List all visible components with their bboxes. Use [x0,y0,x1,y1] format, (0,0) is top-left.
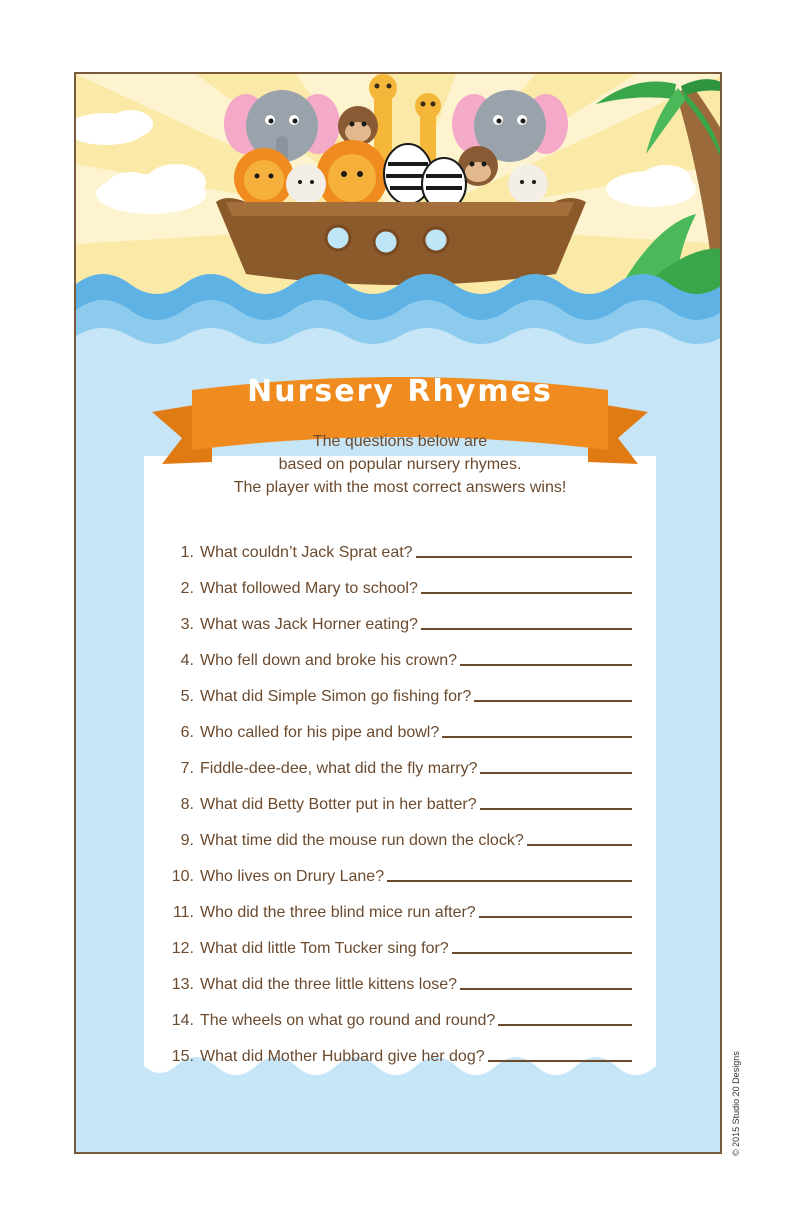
question-item [156,634,632,670]
answer-line[interactable] [480,772,632,774]
answer-line[interactable] [480,808,632,810]
answer-line[interactable] [474,700,632,702]
question-item [156,526,632,562]
question-number: 8. [180,796,194,813]
question-text: Who did the three blind mice run after? [200,904,476,921]
intro-text [144,430,656,499]
question-text: What did Simple Simon go fishing for? [200,688,472,705]
question-text: What was Jack Horner eating? [200,616,418,633]
question-text: What did Betty Botter put in her batter? [200,796,477,813]
noahs-ark-scene [76,74,722,414]
question-item [156,1030,632,1066]
question-text: What followed Mary to school? [200,580,418,597]
question-item [156,670,632,706]
question-item [156,886,632,922]
page-title: Nursery Rhymes [247,374,553,409]
question-number: 4. [180,652,194,669]
question-text: Who lives on Drury Lane? [200,868,385,885]
question-number: 12. [171,940,194,957]
question-text: What time did the mouse run down the clock? [200,832,524,849]
invitation-card [74,72,722,1154]
answer-line[interactable] [488,1060,632,1062]
question-item [156,850,632,886]
question-text: Who fell down and broke his crown? [200,652,458,669]
question-text: What did Mother Hubbard give her dog? [200,1048,485,1065]
question-number: 5. [180,688,194,705]
question-item [156,958,632,994]
question-item [156,994,632,1030]
question-text: The wheels on what go round and round? [200,1012,496,1029]
question-text: Who called for his pipe and bowl? [200,724,440,741]
answer-line[interactable] [498,1024,632,1026]
answer-line[interactable] [387,880,632,882]
question-text: What couldn’t Jack Sprat eat? [200,544,413,561]
question-item [156,598,632,634]
answer-line[interactable] [421,592,632,594]
question-number: 14. [171,1012,194,1029]
answer-line[interactable] [460,988,632,990]
question-number: 13. [171,976,194,993]
answer-line[interactable] [442,736,632,738]
question-text: Fiddle-dee-dee, what did the fly marry? [200,760,478,777]
question-item [156,742,632,778]
intro-line: The questions below are [312,433,488,450]
question-number: 2. [180,580,194,597]
answer-line[interactable] [416,556,632,558]
intro-line: The player with the most correct answers wins! [233,479,567,496]
answer-line[interactable] [527,844,632,846]
answer-line[interactable] [452,952,632,954]
answer-line[interactable] [460,664,632,666]
question-number: 11. [172,904,194,921]
question-item [156,778,632,814]
question-text: What did the three little kittens lose? [200,976,458,993]
question-item [156,562,632,598]
question-text: What did little Tom Tucker sing for? [200,940,449,957]
question-item [156,814,632,850]
copyright-notice: © 2015 Studio 20 Designs [731,1051,741,1156]
question-number: 3. [180,616,194,633]
answer-line[interactable] [421,628,632,630]
question-item [156,706,632,742]
question-item [156,922,632,958]
question-number: 1. [180,544,194,561]
answer-line[interactable] [479,916,632,918]
question-number: 6. [180,724,194,741]
ark-boat-icon [216,198,586,285]
question-list [156,526,632,1066]
intro-line: based on popular nursery rhymes. [278,456,522,473]
question-number: 7. [180,760,194,777]
question-number: 10. [171,868,194,885]
question-number: 9. [180,832,194,849]
question-number: 15. [171,1048,194,1065]
